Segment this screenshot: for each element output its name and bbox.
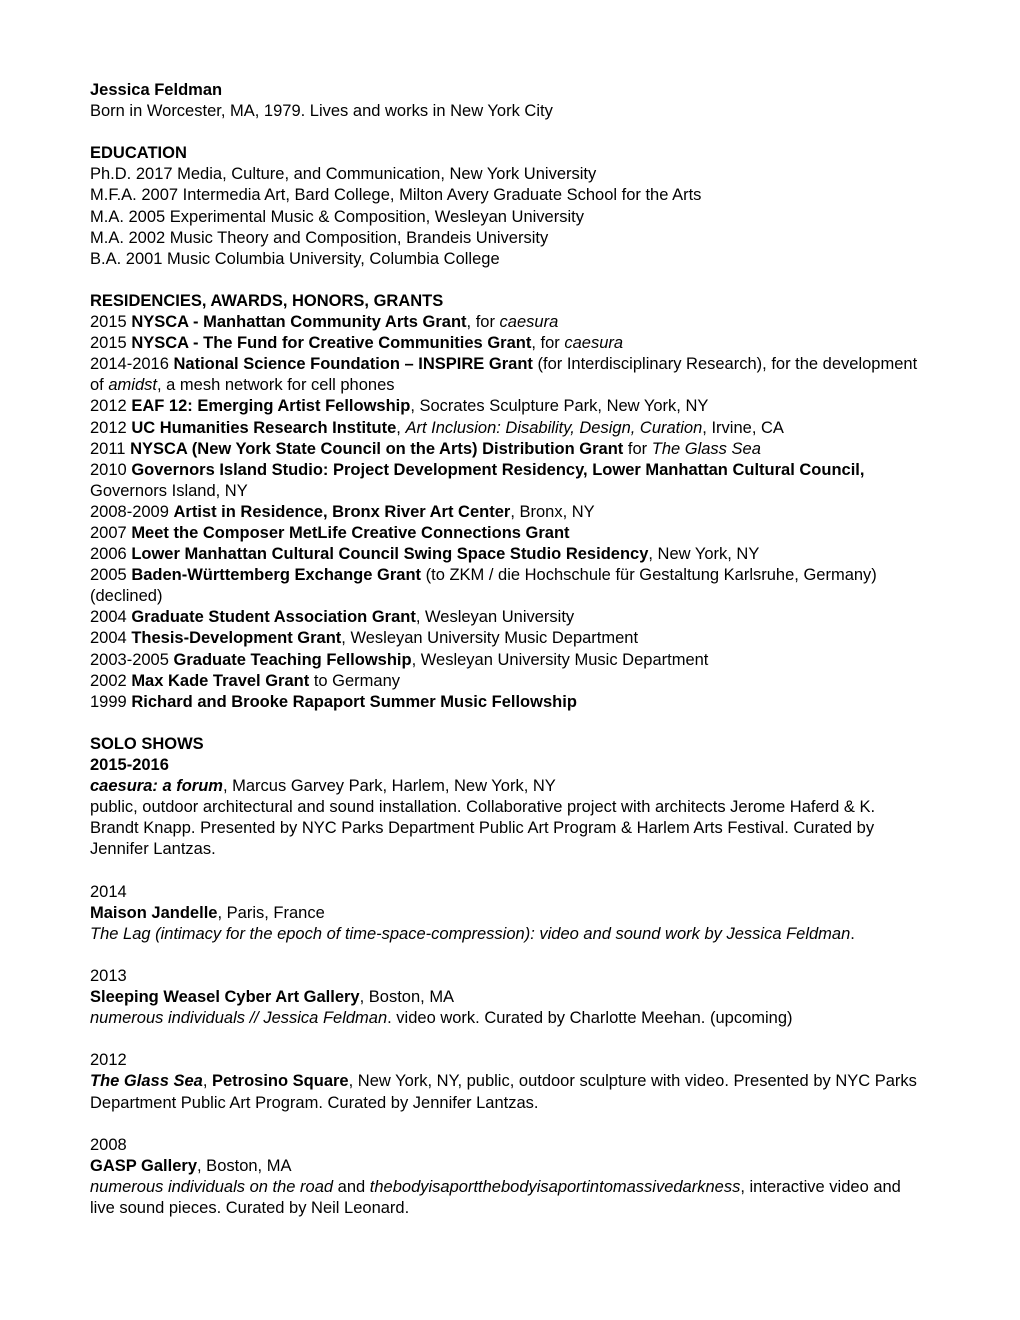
show-venue: caesura: a forum, Marcus Garvey Park, Harlem, New York, NY xyxy=(90,777,556,796)
residency-item: 2010 Governors Island Studio: Project Development Residency, Lower Manhattan Cultural Council, Governors Island, NY xyxy=(90,460,865,500)
cv-bio: Born in Worcester, MA, 1979. Lives and works in New York City xyxy=(90,102,553,121)
show-venue: Sleeping Weasel Cyber Art Gallery, Boston, MA xyxy=(90,988,455,1007)
education-item: B.A. 2001 Music Columbia University, Columbia College xyxy=(90,249,500,268)
show-description: numerous individuals on the road and thebodyisaportthebodyisaportintomassivedarkness, interactive video and live sound pieces. Curated by Neil Leonard. xyxy=(90,1177,901,1217)
education-item: M.A. 2002 Music Theory and Composition, Brandeis University xyxy=(90,228,549,247)
show-description: The Lag (intimacy for the epoch of time-space-compression): video and sound work by Jessica Feldman. xyxy=(90,924,855,943)
show-year: 2012 xyxy=(90,1051,127,1070)
education-item: M.A. 2005 Experimental Music & Composition, Wesleyan University xyxy=(90,207,584,226)
show-description: public, outdoor architectural and sound installation. Collaborative project with architects Jerome Haferd & K. Brandt Knapp. Presented by NYC Parks Department Public Art Program & Harlem Arts Festival. Curated by Jennifer Lantzas. xyxy=(90,798,876,859)
residency-item: 2004 Graduate Student Association Grant, Wesleyan University xyxy=(90,608,575,627)
residency-item: 2015 NYSCA - Manhattan Community Arts Grant, for caesura xyxy=(90,313,559,332)
residency-item: 2015 NYSCA - The Fund for Creative Communities Grant, for caesura xyxy=(90,334,624,353)
cv-name: Jessica Feldman xyxy=(90,81,223,99)
show-year: 2015-2016 xyxy=(90,756,169,774)
residency-item: 2014-2016 National Science Foundation – INSPIRE Grant (for Interdisciplinary Research), for the development of amidst, a mesh network for cell phones xyxy=(90,355,918,395)
residency-item: 2012 EAF 12: Emerging Artist Fellowship, Socrates Sculpture Park, New York, NY xyxy=(90,397,709,416)
solo-shows-heading: SOLO SHOWS xyxy=(90,734,204,753)
residency-item: 2011 NYSCA (New York State Council on the Arts) Distribution Grant for The Glass Sea xyxy=(90,439,761,458)
residency-item: 2006 Lower Manhattan Cultural Council Swing Space Studio Residency, New York, NY xyxy=(90,545,760,564)
show-year: 2008 xyxy=(90,1135,127,1154)
residencies-heading: RESIDENCIES, AWARDS, HONORS, GRANTS xyxy=(90,291,444,310)
residency-item: 2003-2005 Graduate Teaching Fellowship, Wesleyan University Music Department xyxy=(90,650,709,669)
show-description: The Glass Sea, Petrosino Square, New York, NY, public, outdoor sculpture with video. Presented by NYC Parks Department Public Art Program. Curated by Jennifer Lantzas. xyxy=(90,1072,917,1112)
residency-item: 2007 Meet the Composer MetLife Creative Connections Grant xyxy=(90,523,570,542)
education-item: M.F.A. 2007 Intermedia Art, Bard College, Milton Avery Graduate School for the Arts xyxy=(90,186,702,205)
residency-item: 2002 Max Kade Travel Grant to Germany xyxy=(90,671,401,690)
residency-item: 2008-2009 Artist in Residence, Bronx River Art Center, Bronx, NY xyxy=(90,502,595,521)
residency-item: 2004 Thesis-Development Grant, Wesleyan University Music Department xyxy=(90,629,639,648)
show-venue: Maison Jandelle, Paris, France xyxy=(90,903,325,922)
show-year: 2013 xyxy=(90,966,127,985)
residency-item: 1999 Richard and Brooke Rapaport Summer Music Fellowship xyxy=(90,692,577,711)
show-venue: GASP Gallery, Boston, MA xyxy=(90,1156,292,1175)
residency-item: 2012 UC Humanities Research Institute, Art Inclusion: Disability, Design, Curation, Irvine, CA xyxy=(90,418,784,437)
education-item: Ph.D. 2017 Media, Culture, and Communication, New York University xyxy=(90,165,597,184)
education-heading: EDUCATION xyxy=(90,144,187,163)
show-description: numerous individuals // Jessica Feldman. video work. Curated by Charlotte Meehan. (upcoming) xyxy=(90,1009,793,1028)
show-year: 2014 xyxy=(90,882,127,901)
residency-item: 2005 Baden-Württemberg Exchange Grant (to ZKM / die Hochschule für Gestaltung Karlsruhe, Germany) (declined) xyxy=(90,566,877,606)
